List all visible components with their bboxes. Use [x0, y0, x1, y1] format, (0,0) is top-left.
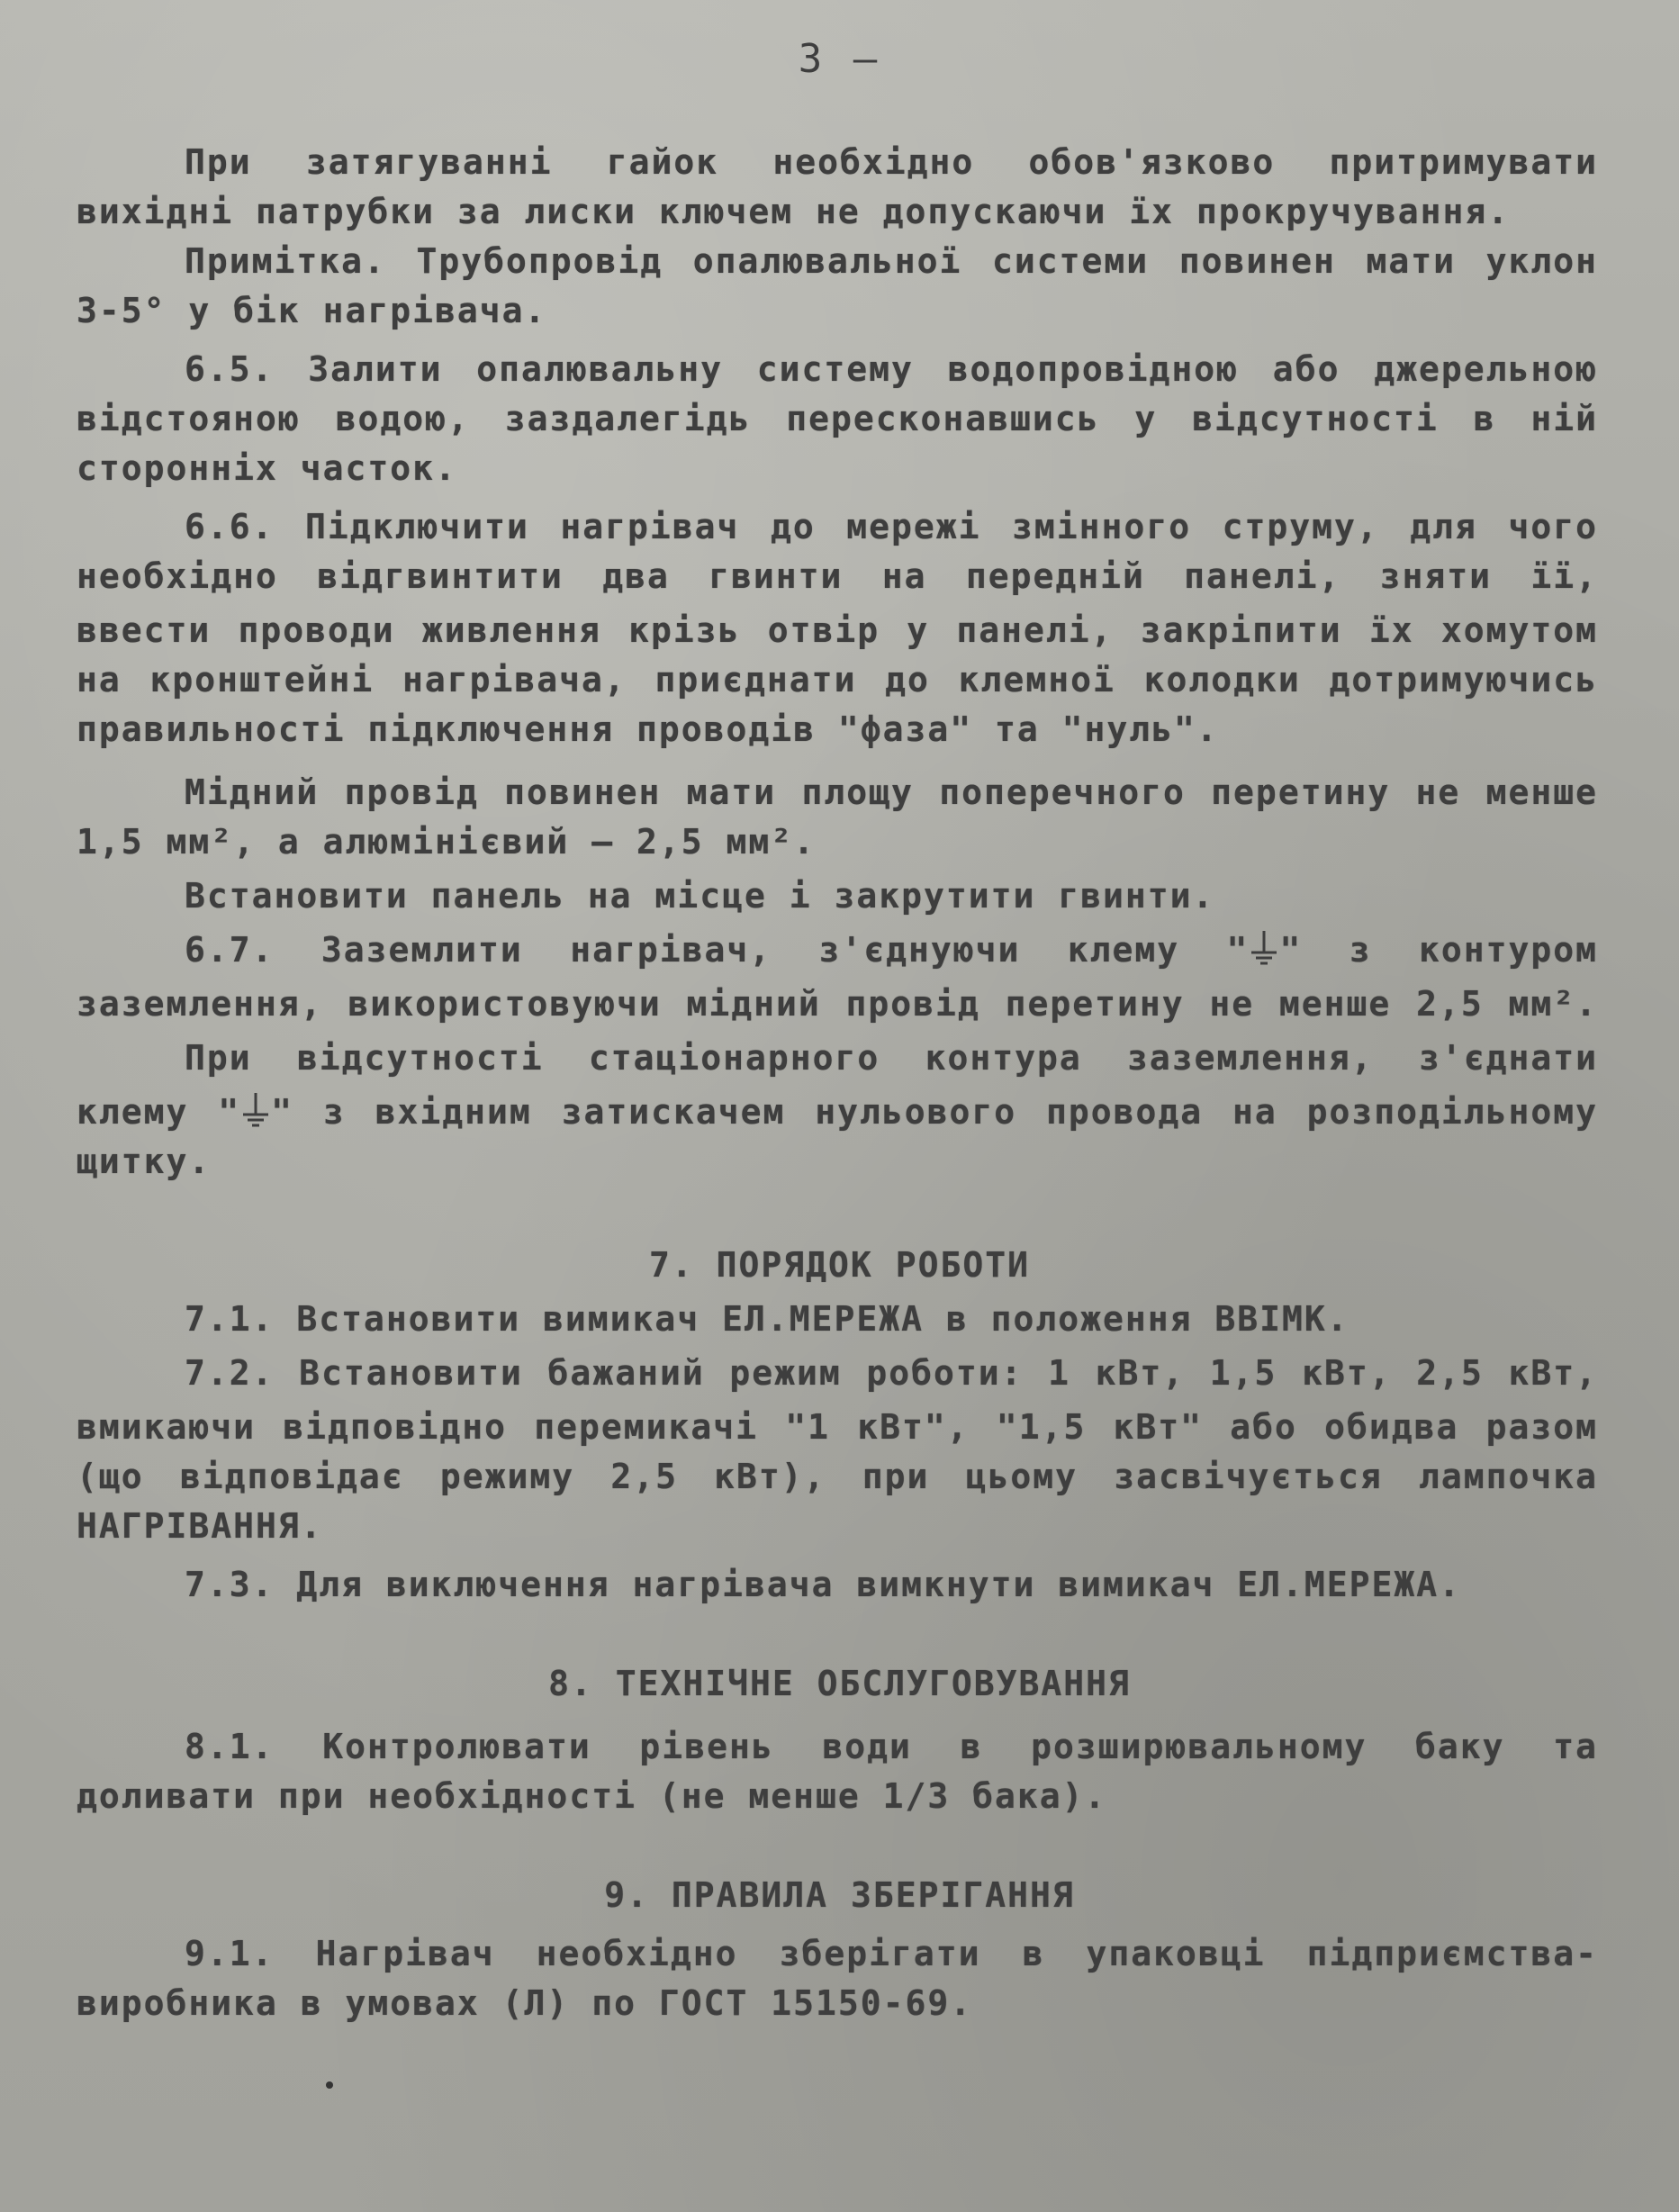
text-line: ввести проводи живлення крізь отвір у панелі, закріпити їх хомутом	[77, 610, 1598, 650]
text-line: доливати при необхідності (не менше 1/3 бака).	[77, 1776, 1107, 1816]
section-heading: 7. ПОРЯДОК РОБОТИ	[649, 1245, 1030, 1285]
text-line: правильності підключення проводів "фаза" та "нуль".	[77, 709, 1219, 749]
text-line: необхідно відгвинтити два гвинти на передній панелі, зняти її,	[77, 556, 1598, 596]
text-line: заземлення, використовуючи мідний провід перетину не менше 2,5 мм².	[77, 984, 1598, 1024]
text-line: 7.1. Встановити вимикач ЕЛ.МЕРЕЖА в положення ВВІМК.	[185, 1299, 1350, 1339]
text-line	[77, 1089, 1598, 1134]
text-line: 6.6. Підключити нагрівач до мережі змінного струму, для чого	[185, 507, 1598, 546]
text-line: 9.1. Нагрівач необхідно зберігати в упаковці підприємства-	[185, 1934, 1598, 1973]
text-line: щитку.	[77, 1142, 212, 1181]
ground-symbol-icon	[1249, 929, 1279, 967]
text-line: Мідний провід повинен мати площу поперечного перетину не менше	[185, 772, 1598, 812]
section-heading: 8. ТЕХНІЧНЕ ОБСЛУГОВУВАННЯ	[548, 1664, 1131, 1703]
text-line: 6.5. Залити опалювальну систему водопровідною або джерельною	[185, 349, 1598, 389]
text-line: 1,5 мм², а алюмінієвий – 2,5 мм².	[77, 822, 816, 862]
text-line: 8.1. Контролювати рівень води в розширювальному баку та	[185, 1727, 1598, 1766]
text-segment: клему "	[77, 1092, 241, 1132]
ground-symbol-icon	[240, 1091, 271, 1129]
text-line	[185, 927, 1598, 972]
text-line: 7.2. Встановити бажаний режим роботи: 1 кВт, 1,5 кВт, 2,5 кВт,	[185, 1353, 1598, 1393]
text-segment: 6.7. Заземлити нагрівач, з'єднуючи клему "	[185, 930, 1250, 970]
text-line: (що відповідає режиму 2,5 кВт), при цьому засвічується лампочка	[77, 1457, 1598, 1496]
text-line: відстояною водою, заздалегідь пересконавшись у відсутності в ній	[77, 399, 1598, 438]
text-line: вмикаючи відповідно перемикачі "1 кВт", "1,5 кВт" або обидва разом	[77, 1407, 1598, 1447]
text-line: 7.3. Для виключення нагрівача вимкнути вимикач ЕЛ.МЕРЕЖА.	[185, 1565, 1462, 1604]
text-line: НАГРІВАННЯ.	[77, 1506, 323, 1546]
text-line: вихідні патрубки за лиски ключем не допускаючи їх прокручування.	[77, 192, 1511, 231]
text-line: на кронштейні нагрівача, приєднати до клемної колодки дотримуючись	[77, 660, 1598, 700]
text-line: Встановити панель на місце і закрутити гвинти.	[185, 876, 1215, 916]
text-segment: " з контуром	[1279, 930, 1598, 970]
text-line: При відсутності стаціонарного контура заземлення, з'єднати	[185, 1038, 1598, 1078]
text-segment: " з вхідним затискачем нульового провода на розподільному	[271, 1092, 1598, 1132]
text-line: виробника в умовах (Л) по ГОСТ 15150-69.	[77, 1983, 973, 2023]
page-number: 3 –	[798, 36, 881, 82]
text-line: Примітка. Трубопровід опалювальної системи повинен мати уклон	[185, 241, 1598, 281]
text-line: При затягуванні гайок необхідно обов'язково притримувати	[185, 142, 1598, 182]
section-heading: 9. ПРАВИЛА ЗБЕРІГАННЯ	[604, 1875, 1075, 1915]
text-line: сторонніх часток.	[77, 448, 457, 488]
ink-speck	[326, 2081, 333, 2089]
text-line: 3-5° у бік нагрівача.	[77, 291, 547, 330]
